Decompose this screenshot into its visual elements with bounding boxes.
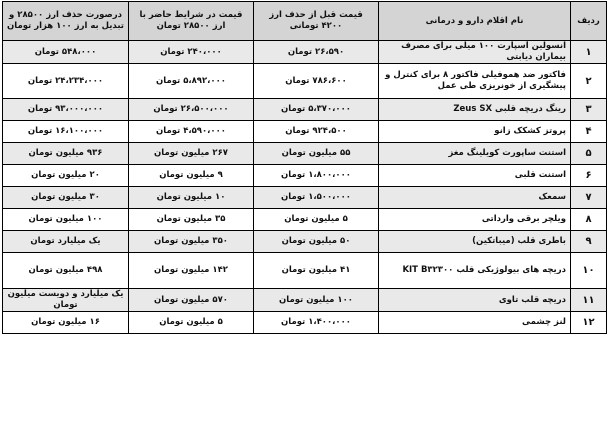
item-name: انسولین آسپارت ۱۰۰ میلی برای مصرف بیماران دیابتی [379, 41, 571, 64]
price-current: ۴،۵۹۰،۰۰۰ تومان [129, 121, 254, 143]
table-row [3, 143, 607, 165]
item-name: سمعک [379, 187, 571, 209]
table-row [3, 187, 607, 209]
price-current: ۱۴۲ میلیون تومان [129, 253, 254, 289]
table-row [3, 165, 607, 187]
price-current: ۳۵۰ میلیون تومان [129, 231, 254, 253]
item-name: استنت قلبی [379, 165, 571, 187]
price-before: ۵۵ میلیون تومان [254, 143, 379, 165]
price-future: یک میلیارد تومان [3, 231, 129, 253]
item-name: باطری قلب (میباتکین) [379, 231, 571, 253]
price-current: ۲۶،۵۰۰،۰۰۰ تومان [129, 99, 254, 121]
price-future: ۹۳۶ میلیون تومان [3, 143, 129, 165]
row-number: ۶ [571, 165, 607, 187]
price-before: ۱،۴۰۰،۰۰۰ تومان [254, 312, 379, 334]
price-current: ۵،۸۹۲،۰۰۰ تومان [129, 64, 254, 99]
item-name: دریچه قلب تاوی [379, 289, 571, 312]
row-number: ۱ [571, 41, 607, 64]
row-number: ۷ [571, 187, 607, 209]
price-future: ۲۴،۲۳۴،۰۰۰ تومان [3, 64, 129, 99]
row-number: ۳ [571, 99, 607, 121]
table-row [3, 253, 607, 289]
price-before: ۵،۳۷۰،۰۰۰ تومان [254, 99, 379, 121]
row-number: ۸ [571, 209, 607, 231]
price-table-document [2, 1, 606, 419]
price-before: ۷۸۶،۶۰۰ تومان [254, 64, 379, 99]
price-before: ۲۶،۵۹۰ تومان [254, 41, 379, 64]
price-future: ۹۳،۰۰۰،۰۰۰ تومان [3, 99, 129, 121]
price-before: ۱،۵۰۰،۰۰۰ تومان [254, 187, 379, 209]
header-price-future: درصورت حذف ارز ۲۸۵۰۰ و تبدیل به ارز ۱۰۰ هزار تومان [3, 2, 129, 41]
price-future: ۴۹۸ میلیون تومان [3, 253, 129, 289]
price-future: ۵۴۸،۰۰۰ تومان [3, 41, 129, 64]
price-current: ۵۷۰ میلیون تومان [129, 289, 254, 312]
table-row [3, 41, 607, 64]
row-number: ۴ [571, 121, 607, 143]
price-before: ۱،۸۰۰،۰۰۰ تومان [254, 165, 379, 187]
price-future: یک میلیارد و دویست میلیون تومان [3, 289, 129, 312]
price-future: ۳۰ میلیون تومان [3, 187, 129, 209]
price-current: ۹ میلیون تومان [129, 165, 254, 187]
row-number: ۵ [571, 143, 607, 165]
row-number: ۱۰ [571, 253, 607, 289]
price-current: ۲۴۰،۰۰۰ تومان [129, 41, 254, 64]
table-row [3, 121, 607, 143]
table-row [3, 312, 607, 334]
table-row [3, 289, 607, 312]
price-current: ۳۵ میلیون تومان [129, 209, 254, 231]
table-row [3, 209, 607, 231]
header-price-current: قیمت در شرایط حاضر با ارز ۲۸۵۰۰ تومان [129, 2, 254, 41]
item-name: دریچه های بیولوژیکی قلب KIT B۳۲۳۰۰ [379, 253, 571, 289]
row-number: ۲ [571, 64, 607, 99]
price-before: ۱۰۰ میلیون تومان [254, 289, 379, 312]
price-current: ۵ میلیون تومان [129, 312, 254, 334]
row-number: ۱۲ [571, 312, 607, 334]
item-name: پروتز کشکک زانو [379, 121, 571, 143]
price-comparison-table [2, 1, 607, 334]
price-current: ۱۰ میلیون تومان [129, 187, 254, 209]
price-future: ۱۶ میلیون تومان [3, 312, 129, 334]
item-name: لنز چشمی [379, 312, 571, 334]
table-row [3, 99, 607, 121]
header-row [3, 2, 607, 41]
price-future: ۱۶،۱۰۰،۰۰۰ تومان [3, 121, 129, 143]
price-future: ۲۰ میلیون تومان [3, 165, 129, 187]
item-name: رینگ دریچه قلبی Zeus SX [379, 99, 571, 121]
item-name: فاکتور ضد هموفیلی فاکتور ۸ برای کنترل و پیشگیری از خونریزی طی عمل [379, 64, 571, 99]
table-row [3, 64, 607, 99]
price-before: ۹۲۴،۵۰۰ تومان [254, 121, 379, 143]
row-number: ۹ [571, 231, 607, 253]
header-item-name: نام اقلام دارو و درمانی [379, 2, 571, 41]
price-before: ۴۱ میلیون تومان [254, 253, 379, 289]
item-name: ویلچر برقی وارداتی [379, 209, 571, 231]
header-price-before: قیمت قبل از حذف ارز ۴۲۰۰ تومانی [254, 2, 379, 41]
row-number: ۱۱ [571, 289, 607, 312]
price-before: ۵ میلیون تومان [254, 209, 379, 231]
item-name: استنت ساپورت کویلینگ مغز [379, 143, 571, 165]
price-current: ۲۶۷ میلیون تومان [129, 143, 254, 165]
price-before: ۵۰ میلیون تومان [254, 231, 379, 253]
header-row-number: ردیف [571, 2, 607, 41]
price-future: ۱۰۰ میلیون تومان [3, 209, 129, 231]
table-row [3, 231, 607, 253]
